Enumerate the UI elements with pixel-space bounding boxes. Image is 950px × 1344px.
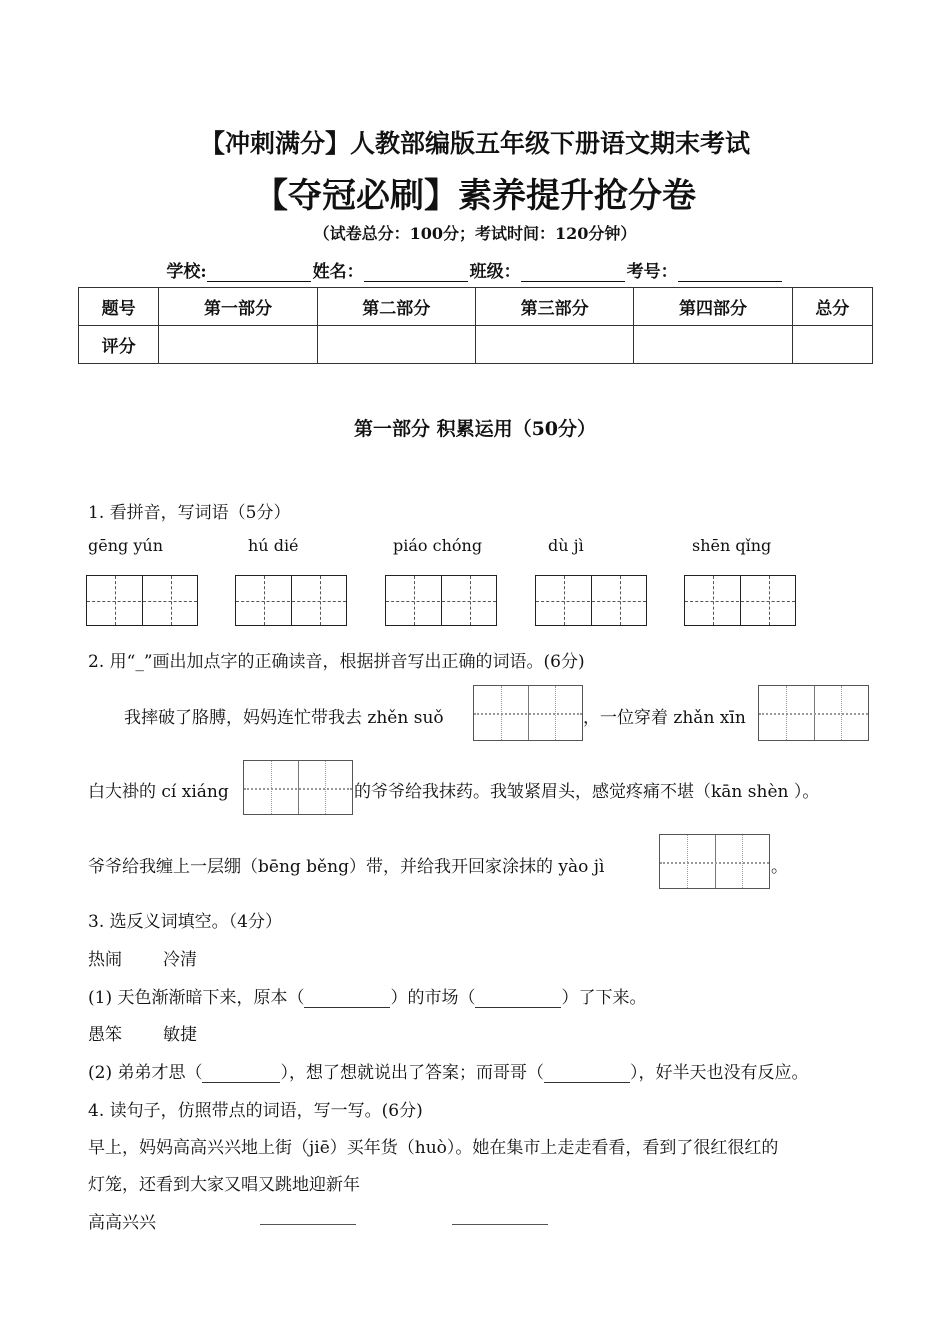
question-3-title: 3. 选反义词填空。（4分）	[88, 912, 282, 932]
score-table-header-row	[79, 288, 873, 326]
q3-text: (2) 弟弟才思（	[88, 1063, 203, 1083]
q4-example-word: 高高兴兴	[88, 1213, 156, 1233]
word-choice: 热闹	[88, 950, 122, 970]
answer-grid[interactable]	[473, 685, 583, 741]
exam-title-line2: 【夺冠必刷】素养提升抢分卷	[254, 176, 696, 216]
question-2-title: 2. 用“_”画出加点字的正确读音，根据拼音写出正确的词语。(6分)	[88, 652, 585, 672]
tianzige-box[interactable]	[535, 575, 647, 626]
answer-grid[interactable]	[243, 760, 353, 815]
q3-text: (1) 天色渐渐暗下来，原本（	[88, 988, 305, 1008]
score-input-cell[interactable]	[159, 326, 317, 364]
q2-text: 白大褂的 cí xiáng	[88, 782, 229, 802]
score-header-cell: 第四部分	[634, 288, 792, 326]
fill-blank[interactable]	[304, 991, 390, 1008]
exam-no-blank[interactable]	[678, 264, 782, 282]
fill-blank[interactable]	[475, 991, 561, 1008]
q3-text: ）了下来。	[561, 988, 647, 1008]
fill-blank[interactable]	[544, 1066, 630, 1083]
answer-grid[interactable]	[659, 834, 770, 889]
fill-blank[interactable]	[202, 1066, 280, 1083]
tianzige-box[interactable]	[235, 575, 347, 626]
exam-no-label: 考号：	[626, 262, 678, 282]
q3-text: ），想了想就说出了答案；而哥哥（	[280, 1063, 544, 1083]
tianzige-box[interactable]	[385, 575, 497, 626]
tianzige-box[interactable]	[86, 575, 198, 626]
pinyin-label: dù jì	[548, 536, 584, 555]
section-title: 第一部分 积累运用（50分）	[353, 418, 597, 440]
score-header-cell: 第一部分	[159, 288, 317, 326]
school-label: 学校:	[166, 262, 207, 282]
q3-text: ），好半天也没有反应。	[629, 1063, 809, 1083]
score-row-label: 评分	[79, 326, 159, 364]
name-blank[interactable]	[364, 264, 468, 282]
pinyin-label: gēng yún	[88, 536, 163, 555]
pinyin-label: hú dié	[248, 536, 299, 555]
tianzige-box[interactable]	[684, 575, 796, 626]
question-4-title: 4. 读句子，仿照带点的词语，写一写。(6分)	[88, 1101, 423, 1121]
exam-title-line1: 【冲刺满分】人教部编版五年级下册语文期末考试	[199, 129, 750, 158]
score-input-cell[interactable]	[634, 326, 792, 364]
score-table	[78, 287, 873, 364]
question-1-title: 1. 看拼音，写词语（5分）	[88, 503, 291, 523]
q2-text: 爷爷给我缠上一层绷（bēng běng）带，并给我开回家涂抹的 yào jì	[88, 857, 605, 877]
answer-grid[interactable]	[758, 685, 869, 741]
q2-text: ，一位穿着 zhǎn xīn	[583, 708, 746, 728]
score-input-cell[interactable]	[317, 326, 475, 364]
score-input-cell[interactable]	[792, 326, 872, 364]
name-label: 姓名：	[312, 262, 364, 282]
q2-text: 我摔破了胳膊，妈妈连忙带我去 zhěn suǒ	[124, 708, 444, 728]
class-label: 班级：	[469, 262, 521, 282]
class-blank[interactable]	[521, 264, 625, 282]
student-info-line	[0, 257, 950, 282]
score-input-cell[interactable]	[475, 326, 633, 364]
score-header-cell: 总分	[792, 288, 872, 326]
school-blank[interactable]	[207, 264, 311, 282]
score-header-cell: 第三部分	[475, 288, 633, 326]
fill-blank[interactable]	[260, 1224, 356, 1225]
word-choice: 冷清	[163, 950, 197, 970]
score-table-row	[79, 326, 873, 364]
q3-sentence-1	[88, 983, 646, 1008]
score-header-cell: 第二部分	[317, 288, 475, 326]
exam-note: （试卷总分：100分；考试时间：120分钟）	[313, 224, 637, 243]
word-choice: 敏捷	[163, 1025, 197, 1045]
pinyin-label: piáo chóng	[393, 536, 483, 555]
word-choice: 愚笨	[88, 1025, 122, 1045]
q2-text: 。	[771, 857, 788, 877]
pinyin-label: shēn qǐng	[692, 536, 772, 555]
q2-text: 的爷爷给我抹药。我皱紧眉头，感觉疼痛不堪（kān shèn ）。	[354, 782, 820, 802]
fill-blank[interactable]	[452, 1224, 548, 1225]
score-header-cell: 题号	[79, 288, 159, 326]
q4-passage: 早上，妈妈高高兴兴地上街（jiē）买年货（huò）。她在集市上走走看看，看到了很红很红的	[88, 1138, 779, 1158]
q3-sentence-2	[88, 1058, 808, 1083]
q4-passage: 灯笼，还看到大家又唱又跳地迎新年	[88, 1175, 360, 1195]
q3-text: ）的市场（	[390, 988, 476, 1008]
